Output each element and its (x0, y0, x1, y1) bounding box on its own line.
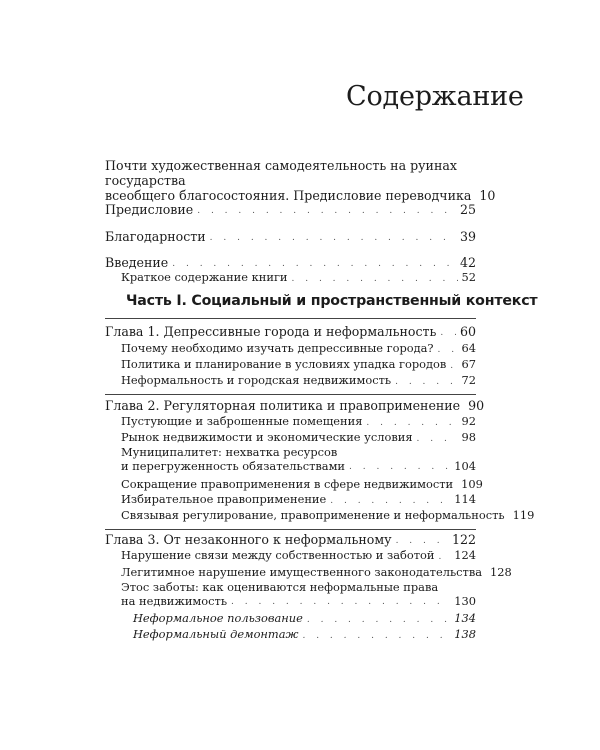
toc-page-number: 60 (459, 324, 476, 339)
toc-page-number: 134 (454, 611, 476, 625)
leader-dots (349, 461, 450, 473)
toc-page-number: 25 (459, 202, 476, 217)
leader-dots (438, 344, 458, 356)
toc-entry-label: Глава 2. Регуляторная политика и правоприменение (105, 398, 461, 413)
toc-page-number: 67 (461, 357, 476, 371)
page-title: Содержание (346, 81, 524, 112)
toc-entry-label: Введение (105, 255, 169, 270)
toc-entry-label: Неформальное пользование (133, 611, 303, 625)
toc-page-number: 119 (512, 508, 535, 522)
toc-entry-label: Пустующие и заброшенные помещения (121, 414, 363, 428)
toc-entry-label: Глава 1. Депрессивные города и неформальность (105, 324, 437, 339)
leader-dots (439, 551, 451, 563)
toc-entry-subsection[interactable] (121, 341, 476, 356)
toc-entry-label: Легитимное нарушение имущественного законодательства (121, 565, 483, 579)
leader-dots (396, 535, 448, 547)
toc-page-number: 39 (459, 229, 476, 244)
leader-dots (172, 258, 456, 270)
divider (105, 529, 476, 530)
toc-page-number: 72 (461, 373, 476, 387)
toc-page-number: 104 (454, 458, 476, 473)
toc-entry-label: Этос заботы: как оцениваются неформальные права (121, 580, 439, 594)
toc-entry-label: Глава 3. От незаконного к неформальному (105, 532, 392, 547)
toc-entry-label: Сокращение правоприменения в сфере недвижимости (121, 477, 454, 491)
toc-entry-subsection[interactable] (121, 581, 476, 608)
toc-entry-subsection[interactable] (121, 430, 476, 445)
toc-page-number: 52 (461, 270, 476, 284)
toc-entry-subsection[interactable] (121, 357, 476, 372)
toc-entry-label: Неформальный демонтаж (133, 627, 299, 641)
leader-dots (417, 433, 458, 445)
toc-entry-label: Политика и планирование в условиях упадка городов (121, 357, 447, 371)
toc-page-number: 138 (454, 627, 476, 641)
toc-entry-summary[interactable] (121, 270, 476, 285)
leader-dots (302, 630, 450, 642)
leader-dots (210, 232, 456, 244)
leader-dots (366, 417, 457, 429)
toc-page-number: 122 (451, 532, 476, 547)
toc-entry-subsection[interactable] (121, 548, 476, 563)
toc-entry-label: Благодарности (105, 229, 206, 244)
toc-page-number: 128 (490, 565, 512, 579)
toc-entry-label: Рынок недвижимости и экономические условия (121, 430, 413, 444)
toc-page-number: 92 (461, 414, 476, 428)
toc-entry-label: и перегруженность обязательствами (121, 458, 346, 473)
toc-page-number: 109 (461, 477, 483, 491)
toc-page-number: 130 (454, 593, 476, 608)
toc-entry-label: Муниципалитет: нехватка ресурсов (121, 445, 338, 459)
leader-dots (440, 327, 456, 339)
leader-dots (307, 614, 450, 626)
toc-page-number: 10 (479, 188, 496, 203)
toc-entry-subsubsection[interactable] (133, 627, 476, 642)
leader-dots (395, 376, 457, 388)
toc-entry-thanks[interactable] (105, 229, 476, 244)
toc-entry-subsubsection[interactable] (133, 611, 476, 626)
toc-entry-subsection[interactable] (121, 492, 476, 507)
leader-dots (450, 360, 457, 372)
part-heading[interactable]: Часть I. Социальный и пространственный контекст (126, 293, 538, 309)
toc-entry-label: Краткое содержание книги (121, 270, 288, 284)
toc-entry-subsection[interactable] (121, 446, 476, 473)
divider (105, 394, 476, 395)
toc-entry-label: на недвижимость (121, 593, 228, 608)
toc-entry-label: Избирательное правоприменение (121, 492, 327, 506)
leader-dots (292, 273, 458, 285)
toc-entry-label: Нарушение связи между собственностью и заботой (121, 548, 435, 562)
leader-dots (330, 495, 450, 507)
toc-entry-preface[interactable] (105, 202, 476, 217)
toc-entry-label: Предисловие (105, 202, 194, 217)
toc-page-number: 64 (461, 341, 476, 355)
leader-dots (197, 205, 456, 217)
toc-entry-intro[interactable] (105, 255, 476, 270)
toc-entry-subsection[interactable] (121, 565, 512, 580)
toc-entry-subsection[interactable] (121, 477, 483, 492)
toc-page-number: 124 (454, 548, 476, 562)
toc-entry-subsection[interactable] (121, 373, 476, 388)
toc-entry-subsection[interactable] (121, 508, 535, 523)
toc-entry-label: Неформальность и городская недвижимость (121, 373, 392, 387)
toc-entry-label: Связывая регулирование, правоприменение и неформальность (121, 508, 505, 522)
leader-dots (231, 596, 450, 608)
toc-entry-translator-preface[interactable] (105, 158, 496, 203)
toc-entry-label: Почему необходимо изучать депрессивные города? (121, 341, 434, 355)
toc-entry-chapter-2[interactable] (105, 398, 485, 413)
toc-entry-label: всеобщего благосостояния. Предисловие переводчика (105, 188, 472, 203)
toc-page-number: 42 (459, 255, 476, 270)
toc-entry-chapter-3[interactable] (105, 532, 476, 547)
toc-entry-subsection[interactable] (121, 414, 476, 429)
toc-page-number: 98 (461, 430, 476, 444)
toc-entry-label: Почти художественная самодеятельность на руинах государства (105, 158, 457, 188)
toc-entry-chapter-1[interactable] (105, 324, 476, 339)
toc-page-number: 114 (454, 492, 476, 506)
divider (105, 318, 476, 319)
toc-page-number: 90 (468, 398, 485, 413)
